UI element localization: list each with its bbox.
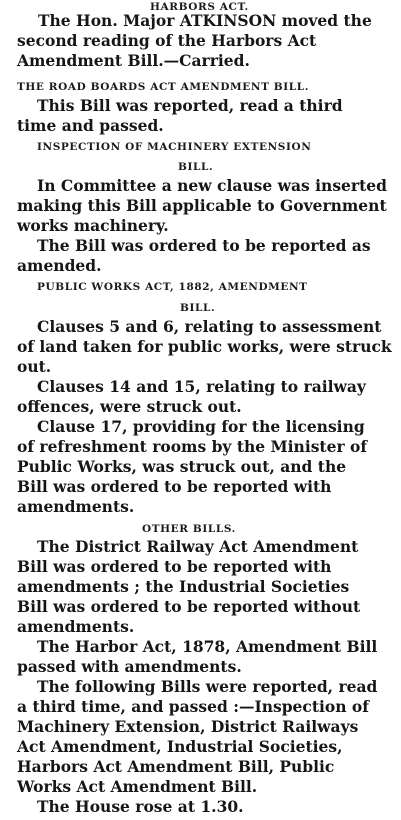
text-line: amendments. <box>17 617 135 636</box>
text-line: The Hon. Major ATKINSON moved the <box>38 11 372 30</box>
text-line: The District Railway Act Amendment <box>37 537 359 556</box>
text-line: making this Bill applicable to Government <box>17 196 387 215</box>
text-line: The Harbor Act, 1878, Amendment Bill <box>37 637 378 656</box>
section-heading: BILL. <box>180 302 216 314</box>
text-line: of land taken for public works, were struck <box>17 337 392 356</box>
text-line: In Committee a new clause was inserted <box>37 176 387 195</box>
text-line: passed with amendments. <box>17 657 242 676</box>
text-line: The House rose at 1.30. <box>37 797 244 816</box>
text-line: Clauses 5 and 6, relating to assessment <box>37 317 382 336</box>
section-heading: PUBLIC WORKS ACT, 1882, AMENDMENT <box>37 281 308 293</box>
text-line: Bill was ordered to be reported without <box>17 597 361 616</box>
text-line: amendments ; the Industrial Societies <box>17 577 350 596</box>
text-line: Clauses 14 and 15, relating to railway <box>37 377 366 396</box>
text-line: Harbors Act Amendment Bill, Public <box>17 757 335 776</box>
text-line: Act Amendment, Industrial Societies, <box>17 737 343 756</box>
text-line: second reading of the Harbors Act <box>17 31 317 50</box>
text-line: This Bill was reported, read a third <box>37 96 343 115</box>
text-line: a third time, and passed :—Inspection of <box>17 697 369 716</box>
text-line: The following Bills were reported, read <box>37 677 378 696</box>
section-heading: OTHER BILLS. <box>142 523 236 535</box>
text-line: of refreshment rooms by the Minister of <box>17 437 368 456</box>
text-line: works machinery. <box>17 216 169 235</box>
section-heading: THE ROAD BOARDS ACT AMENDMENT BILL. <box>17 81 309 93</box>
section-heading: HARBORS ACT. <box>150 1 249 13</box>
text-line: offences, were struck out. <box>17 397 242 416</box>
section-heading: INSPECTION OF MACHINERY EXTENSION <box>37 141 312 153</box>
text-line: amendments. <box>17 497 135 516</box>
text-line: Public Works, was struck out, and the <box>17 457 347 476</box>
section-heading: BILL. <box>178 161 214 173</box>
text-line: The Bill was ordered to be reported as <box>37 236 371 255</box>
text-line: Clause 17, providing for the licensing <box>37 417 365 436</box>
text-line: Bill was ordered to be reported with <box>17 557 332 576</box>
text-line: Amendment Bill.—Carried. <box>17 51 250 70</box>
text-line: time and passed. <box>17 116 164 135</box>
text-line: Machinery Extension, District Railways <box>17 717 359 736</box>
text-line: Works Act Amendment Bill. <box>17 777 258 796</box>
text-line: Bill was ordered to be reported with <box>17 477 332 496</box>
text-line: out. <box>17 357 52 376</box>
text-line: amended. <box>17 256 102 275</box>
